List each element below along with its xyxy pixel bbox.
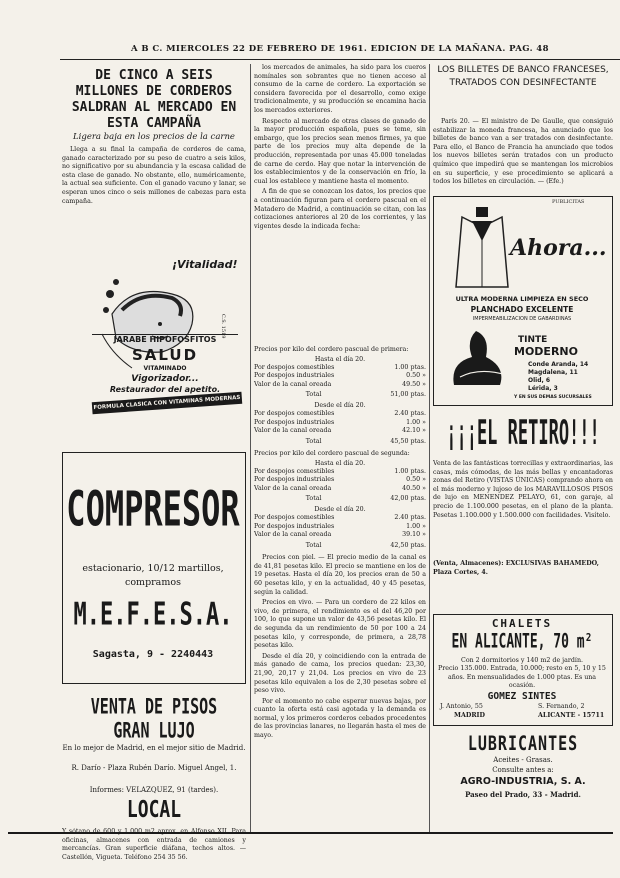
table-row: Valor de la canal oreada 39.10 » [254,531,426,539]
lubricantes-company: AGRO-INDUSTRIA, S. A. [460,776,586,787]
article-intro: Llega a su final la campaña de corderos de cama, ganado caracterizado por su peso de cuatro a seis kilos, no significativo por su abundancia y la escasa calidad de esta clase de ganado. No obstante, ello, numéricamente, la actual sea suficiente. Con el ganado vacuno y lanar, se esperan unos cinco o seis millones de cabezas para esta campaña. [62,146,246,205]
compresor-line2: compramos [125,577,181,588]
salud-line4: Vigorizador... [131,374,199,384]
ahora-brand1: TINTE [518,335,548,345]
ahora-line3: IMPERMEABILIZACION DE GABARDINAS [472,316,572,322]
ahora-label: PUBLICITAS [552,199,585,205]
middle-column [254,64,426,839]
table-total: Total 45,50 ptas. [305,437,426,445]
price-table-2-period1: Hasta el día 20. [314,459,366,467]
middle-intro-p2: Respecto al mercado de otras clases de ganado de la mayor producción española, pues se teme, sin embargo, que los precios sean menos firmes, ya que parte de los precios muy alta depende de la producción, representada por unas 45.000 toneladas de carne de cerdo. Hay que notar la intervención de los establecimientos y de la conservación en frío, la cual los establece y mantiene hasta el momento. [254,117,426,185]
pisos-text2: R. Darío - Plaza Rubén Darío. Miguel Angel, 1. [71,764,237,772]
price-table-1-period1: Hasta el día 20. [314,355,366,363]
middle-outro-p4: Por el momento no cabe esperar nuevas bajas, por cuanto la oferta está casi agotada y la demanda es normal, y los primeros corderos cebados procedentes de las provincias lanares, no llegarán hasta el mes de mayo. [254,697,426,740]
ahora-line2: PLANCHADO EXCELENTE [470,305,574,314]
retiro-contact: (Venta, Almacenes): EXCLUSIVAS BAHAMEDO, Plaza Cortes, 4. [433,560,599,576]
chalets-line1: CHALETS [491,617,553,630]
column-rule [250,64,251,834]
middle-outro [254,554,426,770]
salud-brand: SALUD [131,346,199,364]
ahora-ad [433,196,613,406]
price-table-1 [254,364,426,447]
bottom-rule [8,832,613,834]
news-text: París 20. — El ministro de De Gaulle, que consiguió estabilizar la moneda francesa, ha anunciado que los billetes de banco van a ser tratados con desinfectante. Para ello, el Banco de Francia ha anunciado que todos los nuevos billetes serán tratados con un producto químico que impedirá que se mantengan los microbios en su superficie, y ese procedimiento se aplicará a todos los billetes en circulación. — (Efe.) [433,118,613,186]
table-row: Valor de la canal oreada 49.50 » [254,380,426,388]
table-row: Valor de la canal oreada 42.10 » [254,427,426,435]
ahora-address3: Olid, 6 [528,377,551,384]
local-title: LOCAL [126,796,182,824]
table-row: Por despojos comestibles 1.00 ptas. [254,467,426,475]
ahora-line1: ULTRA MODERNA LIMPIEZA EN SECO [455,295,589,303]
table-row: Valor de la canal oreada 40.50 » [254,484,426,492]
table-total: Total 51,00 ptas. [305,391,426,399]
ahora-title: Ahora... [510,235,607,261]
chalets-line3: Con 2 dormitorios y 140 m2 de jardín. [461,657,583,664]
chalets-addr4: ALICANTE - 15711 [538,712,605,719]
pisos-title1: VENTA DE PISOS [90,694,218,720]
chalets-addr3: S. Fernando, 2 [538,703,585,710]
column-rule [429,64,430,834]
table-row: Por despojos comestibles 2.40 ptas. [254,410,426,418]
compresor-title: COMPRESOR [66,480,240,538]
compresor-company: M.E.F.E.S.A. [73,598,233,633]
article-headline: DE CINCO A SEIS MILLONES DE CORDEROS SALDRAN AL MERCADO EN ESTA CAMPAÑA [71,68,237,131]
middle-outro-p1: Precios con piel. — El precio medio de la canal es de 41,81 pesetas kilo. El precio se mantiene en los de 19 pesetas. Hasta el día 20, los precios eran de 50 a 60 pesetas kilo, y en la actualidad, 40 y 45 pesetas, según la calidad. [254,554,426,596]
lubricantes-line1: Aceites - Grasas. [493,756,553,764]
article-subhead: Ligera baja en los precios de la carne [73,132,235,142]
lubricantes-title: LUBRICANTES [467,732,579,756]
price-table-1-heading: Precios por kilo del cordero pascual de primera: [254,346,409,353]
table-row: Por despojos industriales 1.00 » [254,418,426,426]
pisos-text3: Informes: VELAZQUEZ, 91 (tardes). [89,786,219,794]
price-table-2-heading: Precios por kilo del cordero pascual de segunda: [254,450,410,458]
pisos-ad [62,692,246,810]
salud-side-code: C.S. 1519 [220,314,226,339]
ahora-brand2: MODERNO [514,345,578,358]
chalets-ad [433,614,613,726]
table-row: Desde el día 20. [314,401,366,409]
salud-ribbon: FORMULA CLASICA CON VITAMINAS MODERNAS [92,392,242,414]
table-row: Desde el día 20. [314,505,366,513]
pisos-text1: En lo mejor de Madrid, en el mejor sitio de Madrid. [62,744,246,752]
salud-tagline: ¡Vitalidad! [172,258,238,271]
compresor-line1: estacionario, 10/12 martillos, [82,563,224,574]
table-total: Total 42,50 ptas. [305,541,426,549]
table-row: Por despojos comestibles 1.00 ptas. [254,363,426,371]
pisos-title2: GRAN LUJO [113,718,195,744]
middle-outro-p2: Precios en vivo. — Para un cordero de 22 kilos en vivo, de primera, el rendimiento es el del 46,20 por 100, lo que supone un valor de 43,56 pesetas kilo. El de segunda da un rendimiento de 50 por 100 a 24 pesetas kilo, y corresponde, de primera, a 28,78 pesetas kilo. [254,599,426,650]
lubricantes-line2: Consulte antes a: [492,766,554,774]
page-header: A B C. MIERCOLES 22 DE FEBRERO DE 1961. EDICION DE LA MAÑANA. PAG. 48 [60,44,620,60]
news-headline: LOS BILLETES DE BANCO FRANCESES, TRATADOS CON DESINFECTANTE [437,65,609,88]
lubricantes-ad [433,732,613,838]
left-column [62,64,246,861]
right-column [433,62,613,839]
table-row: Por despojos comestibles 2.40 ptas. [254,514,426,522]
chalets-company: GOMEZ SINTES [487,691,557,702]
salud-ad [92,254,250,416]
middle-outro-p3: Desde el día 20, y coincidiendo con la entrada de más ganado de cama, los precios quedan: 23,30, 21,90, 20,17 y 21,04. Los precios en vivo de 23 pesetas kilo equivalen a los de 2,30 pesetas sobre el peso vivo. [254,652,426,695]
chalets-line2: EN ALICANTE, 70 m² [451,631,593,654]
retiro-text: Venta de las fantásticas torrecillas y extraordinarias, las casas, más cómodas, de las más bellas y encantadoras zonas del Retiro (VISTAS ÚNICAS) comprando ahora en el más moderno y lujoso de los MARAVILLOSOS PISOS de lujo en MENENDEZ PELAYO, 61, con garaje, al precio de 1.100.000 pesetas, en el plano de la planta. Pesetas 1.100.000 y 1.500.000 con facilidades. Visítelo. [433,460,613,519]
salud-line5: Restaurador del apetito. [109,385,221,394]
table-row: Por despojos industriales 0.50 » [254,372,426,380]
price-table-2 [254,468,426,551]
garment-illustration [446,327,516,389]
chalets-addr2: MADRID [454,712,485,719]
ahora-address4: Lérida, 3 [528,385,558,392]
middle-intro [254,64,426,344]
table-row: Por despojos industriales 1.00 » [254,522,426,530]
lubricantes-address: Paseo del Prado, 33 - Madrid. [465,790,581,799]
chalets-addr1: J. Antonio, 55 [440,703,483,710]
salud-line1: JARABE HIPOFOSFITOS [92,334,238,344]
ahora-address2: Magdalena, 11 [528,369,578,376]
middle-intro-p1: los mercados de animales, ha sido para los cueros nomínales son sobrantes que no tienen acceso al consumo de la carne de cordero. La exportación se considera favorecida por el desarrollo, como exige tradicionalmente, y su producción se encamina hacia los mercados exteriores. [254,64,426,114]
ahora-address1: Conde Aranda, 14 [528,361,589,368]
ahora-footer: Y EN SUS DEMAS SUCURSALES [514,395,592,400]
middle-intro-p3: A fin de que se conozcan los datos, los precios que a continuación figuran para el cordero pascual en el Matadero de Madrid, a continuación se citan, con las cotizaciones anteriores al 20 de los corrientes, y las vigentes desde la indicada fecha: [254,188,426,230]
local-text: oficinas, almacenes con entrada de camiones y mercancías. Gran superficie diáfana, techos altos. — Castellón, Vigueta. Teléfono 254 35 56. [62,836,246,861]
table-row: Por despojos industriales 0.50 » [254,476,426,484]
compresor-address: Sagasta, 9 - 2240443 [92,649,214,660]
salud-line3: VITAMINADO [143,365,187,372]
chalets-line4: Precio 135.000. Entrada, 10.000; resto en 5, 10 y 15 años. En mensualidades de 1.000 ptas. Es una ocasión. [438,665,606,690]
suit-illustration [452,207,512,291]
retiro-ad [433,414,613,614]
table-total: Total 42,00 ptas. [305,495,426,503]
retiro-title: ¡¡¡EL RETIRO!!! [446,414,600,454]
compresor-ad [62,452,246,684]
